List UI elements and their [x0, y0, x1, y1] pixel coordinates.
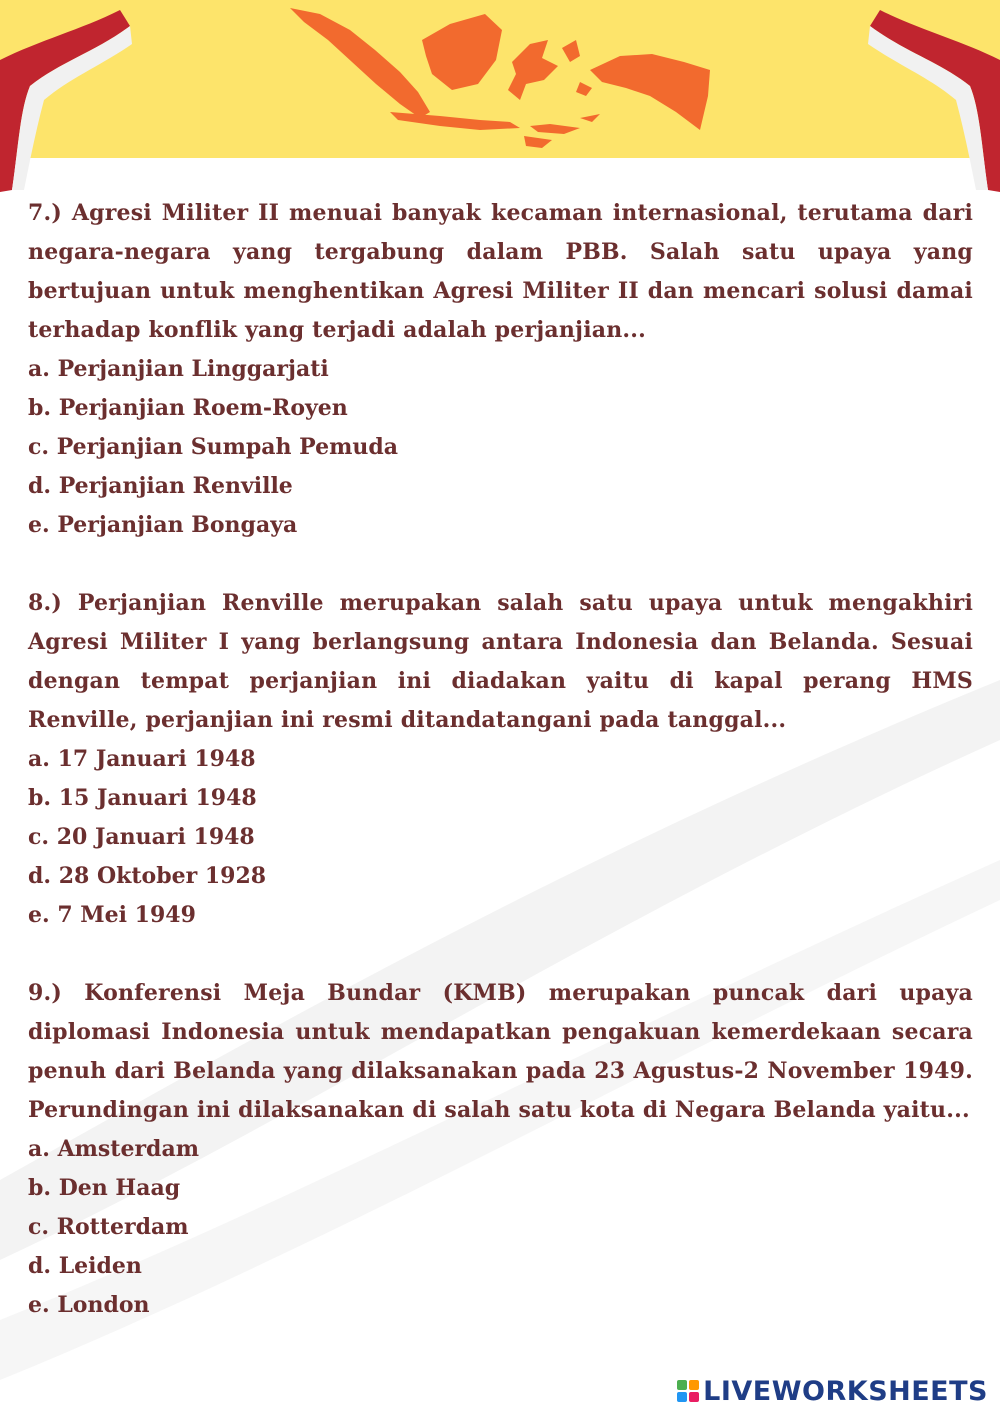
question-9-text: 9.) Konferensi Meja Bundar (KMB) merupakan puncak dari upaya diplomasi Indonesia untuk mendapatkan pengakuan kemerdekaan secara penuh dari Belanda yang dilaksanakan pada 23 Agustus-2 November 1949. Perundingan ini dilaksanakan di salah satu kota di Negara Belanda yaitu...	[28, 980, 973, 1123]
question-8-text: 8.) Perjanjian Renville merupakan salah satu upaya untuk mengakhiri Agresi Militer I yang berlangsung antara Indonesia dan Belanda. Sesuai dengan tempat perjanjian ini diadakan yaitu di kapal perang HMS Renville, perjanjian ini resmi ditandatangani pada tanggal...	[28, 590, 973, 733]
question-block-8	[28, 584, 973, 935]
option-8b[interactable]: b. 15 Januari 1948	[28, 785, 257, 811]
option-8c[interactable]: c. 20 Januari 1948	[28, 824, 255, 850]
option-7c[interactable]: c. Perjanjian Sumpah Pemuda	[28, 434, 399, 460]
option-9a[interactable]: a. Amsterdam	[28, 1136, 199, 1162]
brand-name: LIVEWORKSHEETS	[703, 1375, 988, 1407]
option-9c[interactable]: c. Rotterdam	[28, 1214, 189, 1240]
option-9b[interactable]: b. Den Haag	[28, 1175, 181, 1201]
option-8e[interactable]: e. 7 Mei 1949	[28, 902, 196, 928]
option-7e[interactable]: e. Perjanjian Bongaya	[28, 512, 298, 538]
ribbon-right-icon	[860, 0, 1000, 200]
question-7-text: 7.) Agresi Militer II menuai banyak kecaman internasional, terutama dari negara-negara yang tergabung dalam PBB. Salah satu upaya yang bertujuan untuk menghentikan Agresi Militer II dan mencari solusi damai terhadap konflik yang terjadi adalah perjanjian...	[28, 200, 973, 343]
liveworksheets-logo-icon	[677, 1380, 699, 1402]
option-8a[interactable]: a. 17 Januari 1948	[28, 746, 256, 772]
option-7d[interactable]: d. Perjanjian Renville	[28, 473, 293, 499]
worksheet-content	[28, 194, 973, 1364]
liveworksheets-brand[interactable]	[677, 1374, 988, 1408]
option-7a[interactable]: a. Perjanjian Linggarjati	[28, 356, 329, 382]
ribbon-left-icon	[0, 0, 140, 200]
option-7b[interactable]: b. Perjanjian Roem-Royen	[28, 395, 348, 421]
question-block-7	[28, 194, 973, 545]
indonesia-map-icon	[280, 0, 720, 160]
option-8d[interactable]: d. 28 Oktober 1928	[28, 863, 267, 889]
question-block-9	[28, 974, 973, 1325]
option-9e[interactable]: e. London	[28, 1292, 150, 1318]
option-9d[interactable]: d. Leiden	[28, 1253, 142, 1279]
